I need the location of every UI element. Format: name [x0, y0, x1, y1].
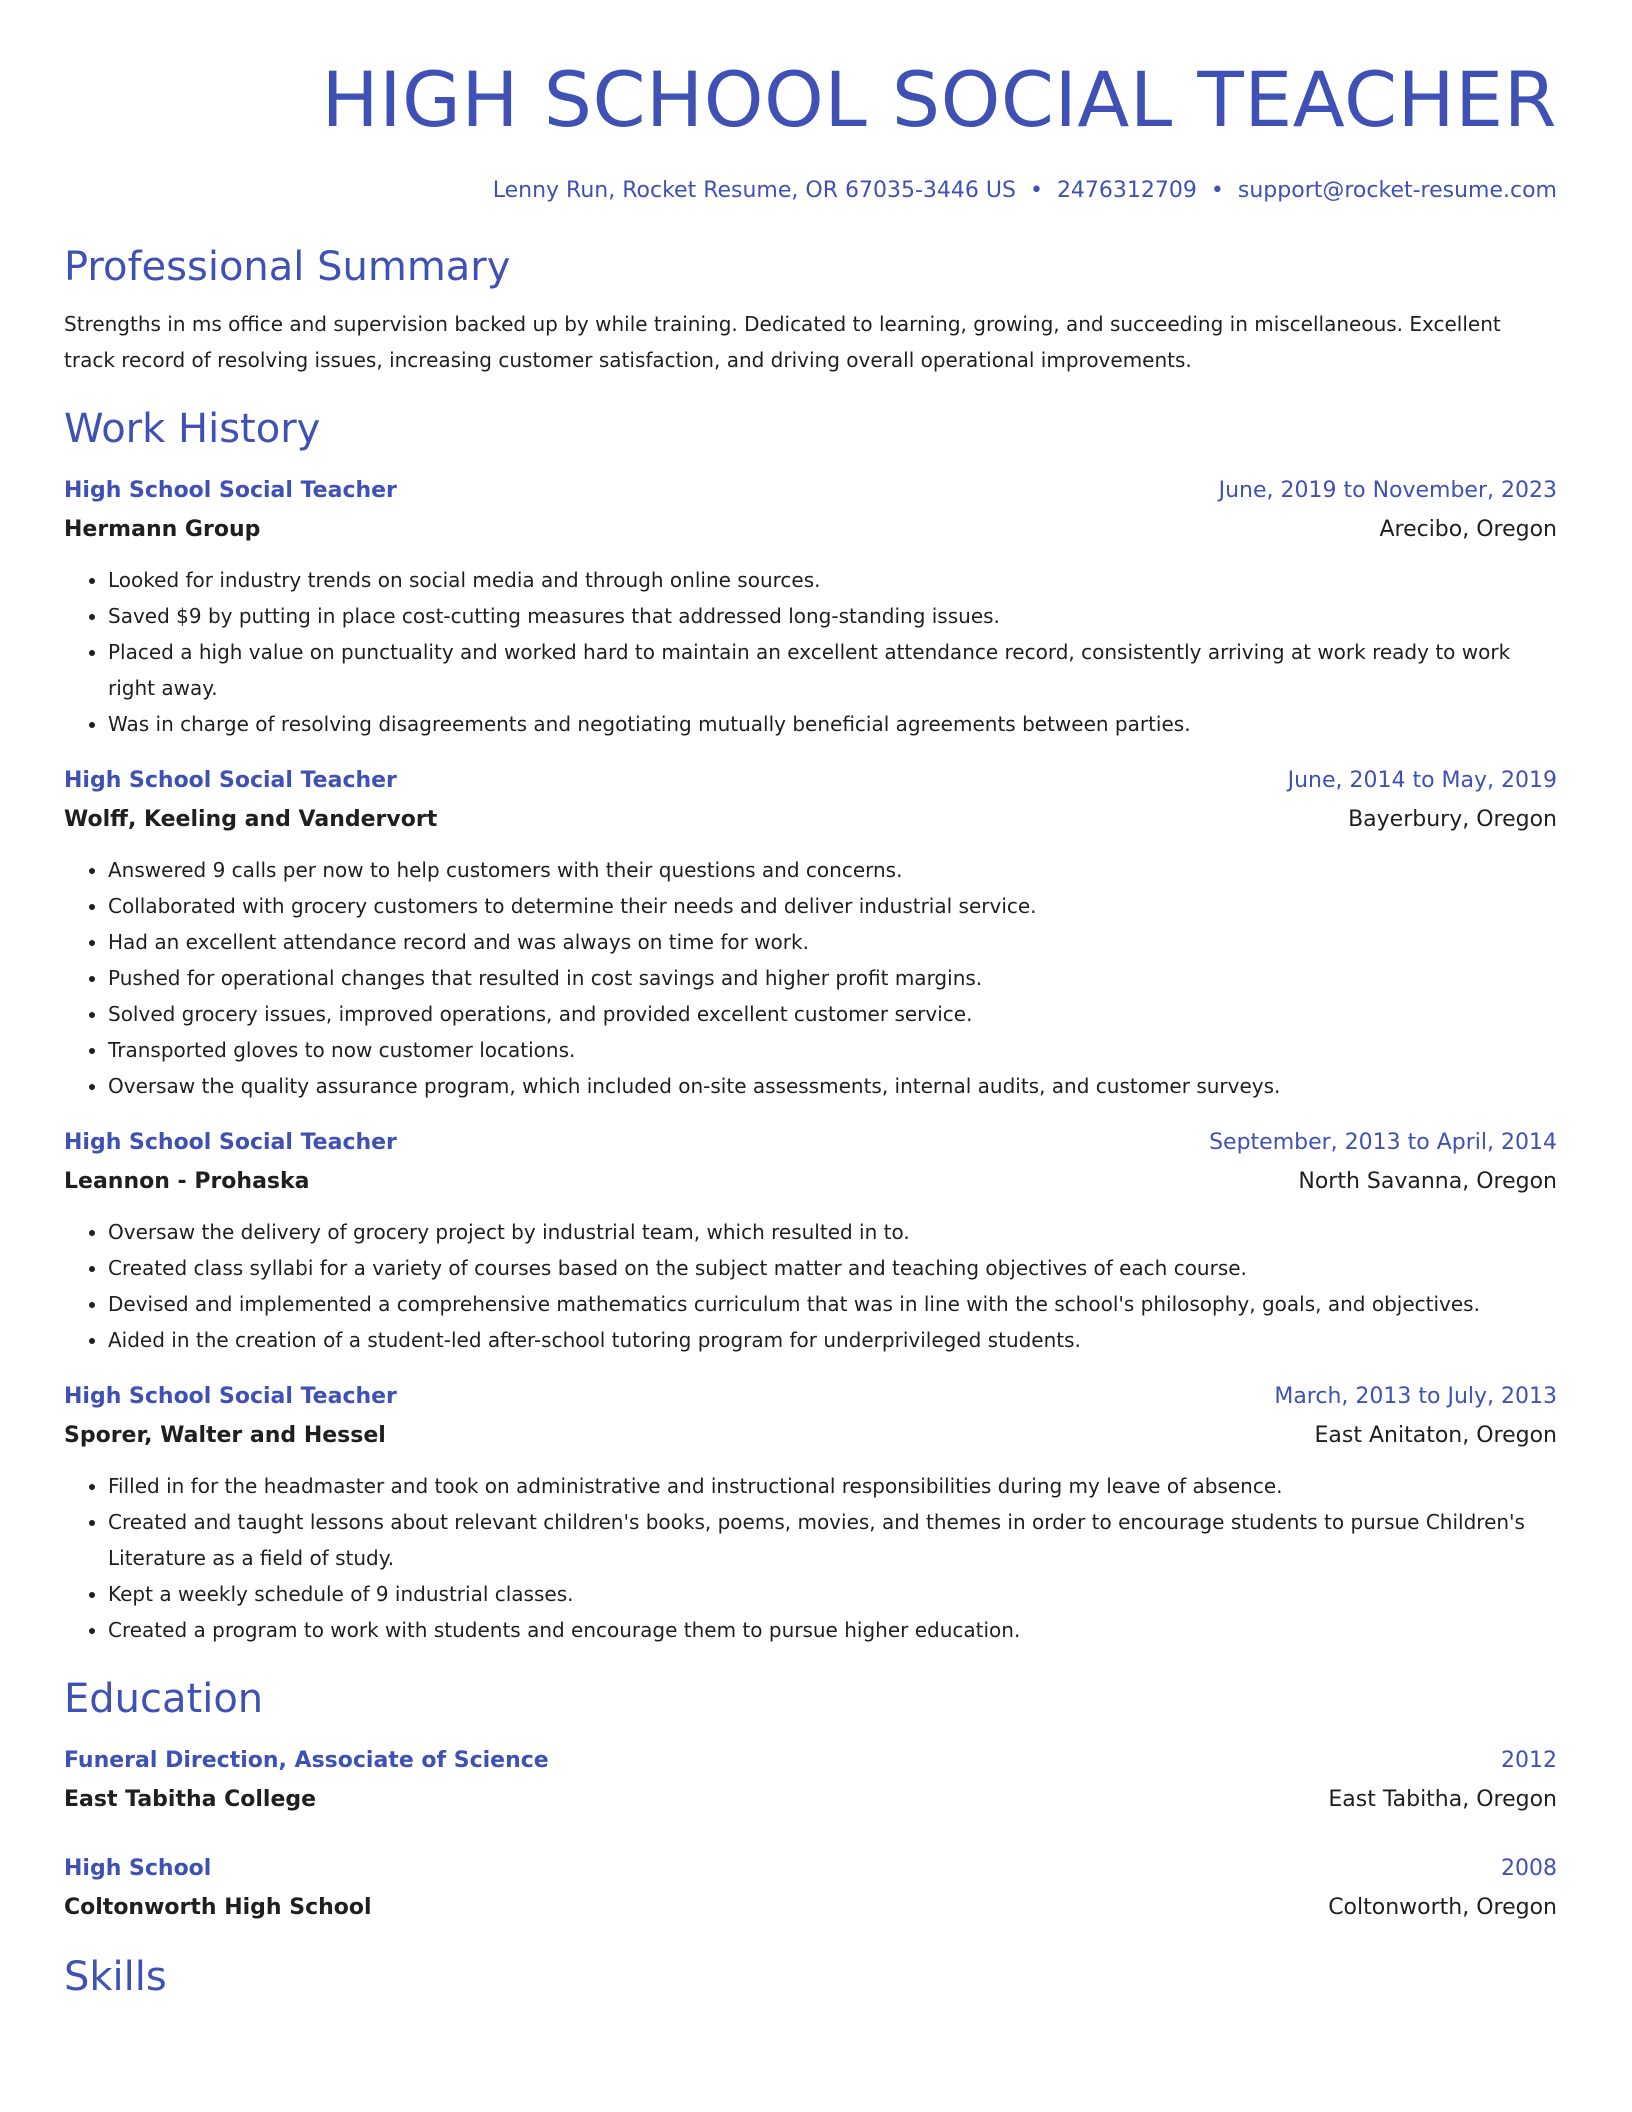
job-bullets — [64, 1214, 1557, 1358]
job-bullets — [64, 852, 1557, 1104]
resume-page — [64, 0, 1557, 2002]
job-title: High School Social Teacher — [64, 1384, 397, 1409]
job-location: Arecibo, Oregon — [1379, 517, 1557, 542]
education-school: Coltonworth High School — [64, 1895, 372, 1920]
education-school-row — [64, 1890, 1557, 1926]
contact-line — [64, 176, 1557, 206]
job-header-row — [64, 1380, 1557, 1414]
job-company: Leannon - Prohaska — [64, 1169, 310, 1194]
contact-phone: 2476312709 — [1056, 178, 1197, 203]
education-year: 2008 — [1501, 1856, 1557, 1881]
job-bullets — [64, 1468, 1557, 1648]
job-location: East Anitaton, Oregon — [1314, 1423, 1557, 1448]
education-degree: High School — [64, 1856, 212, 1881]
job-bullet: • Solved grocery issues, improved operations, and provided excellent customer service. — [108, 996, 1557, 1032]
education-entry — [64, 1744, 1557, 1818]
job-header-row — [64, 764, 1557, 798]
summary-text: Strengths in ms office and supervision backed up by while training. Dedicated to learning, growing, and succeeding in miscellaneous. Excellent track record of resolving issues, increasing customer satisfaction, and driving overall operational improvements. — [64, 312, 1501, 372]
job-bullet: • Answered 9 calls per now to help customers with their questions and concerns. — [108, 852, 1557, 888]
education-school-row — [64, 1782, 1557, 1818]
work-history-heading: Work History — [64, 406, 321, 452]
job-entry — [64, 1380, 1557, 1648]
job-bullet: • Saved $9 by putting in place cost-cutting measures that addressed long-standing issues. — [108, 598, 1557, 634]
job-company: Wolff, Keeling and Vandervort — [64, 807, 438, 832]
resume-header — [64, 0, 1557, 206]
contact-separator: • — [1029, 178, 1043, 203]
job-bullet: • Collaborated with grocery customers to determine their needs and deliver industrial service. — [108, 888, 1557, 924]
education-degree: Funeral Direction, Associate of Science — [64, 1748, 549, 1773]
job-bullet: • Kept a weekly schedule of 9 industrial classes. — [108, 1576, 1557, 1612]
education-school: East Tabitha College — [64, 1787, 317, 1812]
contact-separator: • — [1210, 178, 1224, 203]
job-entry — [64, 1126, 1557, 1358]
job-bullet: • Created and taught lessons about relevant children's books, poems, movies, and themes in order to encourage students to pursue Children's Literature as a field of study. — [108, 1504, 1557, 1576]
education-list — [64, 1744, 1557, 1926]
summary-heading: Professional Summary — [64, 244, 511, 290]
skills-heading: Skills — [64, 1954, 167, 2000]
job-header-row — [64, 1126, 1557, 1160]
job-bullet: • Filled in for the headmaster and took on administrative and instructional responsibilities during my leave of absence. — [108, 1468, 1557, 1504]
work-history-list — [64, 474, 1557, 1648]
candidate-name: HIGH SCHOOL SOCIAL TEACHER — [321, 55, 1557, 144]
job-dates: September, 2013 to April, 2014 — [1209, 1130, 1557, 1155]
education-year: 2012 — [1501, 1748, 1557, 1773]
job-dates: June, 2019 to November, 2023 — [1218, 478, 1557, 503]
job-bullet: • Created a program to work with students and encourage them to pursue higher education. — [108, 1612, 1557, 1648]
education-heading: Education — [64, 1676, 264, 1722]
education-header-row — [64, 1852, 1557, 1886]
job-bullet: • Created class syllabi for a variety of courses based on the subject matter and teaching objectives of each course. — [108, 1250, 1557, 1286]
job-bullet: • Oversaw the delivery of grocery project by industrial team, which resulted in to. — [108, 1214, 1557, 1250]
job-location: Bayerbury, Oregon — [1348, 807, 1557, 832]
job-company-row — [64, 802, 1557, 838]
job-title: High School Social Teacher — [64, 478, 397, 503]
job-entry — [64, 474, 1557, 742]
job-bullet: • Aided in the creation of a student-led after-school tutoring program for underprivileged students. — [108, 1322, 1557, 1358]
job-bullet: • Was in charge of resolving disagreements and negotiating mutually beneficial agreements between parties. — [108, 706, 1557, 742]
contact-address: Lenny Run, Rocket Resume, OR 67035-3446 US — [492, 178, 1016, 203]
education-location: Coltonworth, Oregon — [1328, 1895, 1557, 1920]
job-header-row — [64, 474, 1557, 508]
job-bullet: • Looked for industry trends on social media and through online sources. — [108, 562, 1557, 598]
job-bullet: • Placed a high value on punctuality and worked hard to maintain an excellent attendance record, consistently arriving at work ready to work right away. — [108, 634, 1557, 706]
job-bullets — [64, 562, 1557, 742]
job-title: High School Social Teacher — [64, 768, 397, 793]
job-company: Hermann Group — [64, 517, 261, 542]
education-entry — [64, 1852, 1557, 1926]
job-bullet: • Oversaw the quality assurance program, which included on-site assessments, internal audits, and customer surveys. — [108, 1068, 1557, 1104]
job-dates: March, 2013 to July, 2013 — [1274, 1384, 1557, 1409]
job-bullet: • Had an excellent attendance record and was always on time for work. — [108, 924, 1557, 960]
job-bullet: • Transported gloves to now customer locations. — [108, 1032, 1557, 1068]
job-company-row — [64, 1418, 1557, 1454]
job-company-row — [64, 1164, 1557, 1200]
job-bullet: • Pushed for operational changes that resulted in cost savings and higher profit margins. — [108, 960, 1557, 996]
job-location: North Savanna, Oregon — [1298, 1169, 1557, 1194]
education-location: East Tabitha, Oregon — [1328, 1787, 1557, 1812]
contact-email[interactable]: support@rocket-resume.com — [1237, 178, 1557, 203]
education-header-row — [64, 1744, 1557, 1778]
job-title: High School Social Teacher — [64, 1130, 397, 1155]
job-dates: June, 2014 to May, 2019 — [1287, 768, 1557, 793]
job-company: Sporer, Walter and Hessel — [64, 1423, 386, 1448]
job-entry — [64, 764, 1557, 1104]
job-company-row — [64, 512, 1557, 548]
job-bullet: • Devised and implemented a comprehensive mathematics curriculum that was in line with the school's philosophy, goals, and objectives. — [108, 1286, 1557, 1322]
